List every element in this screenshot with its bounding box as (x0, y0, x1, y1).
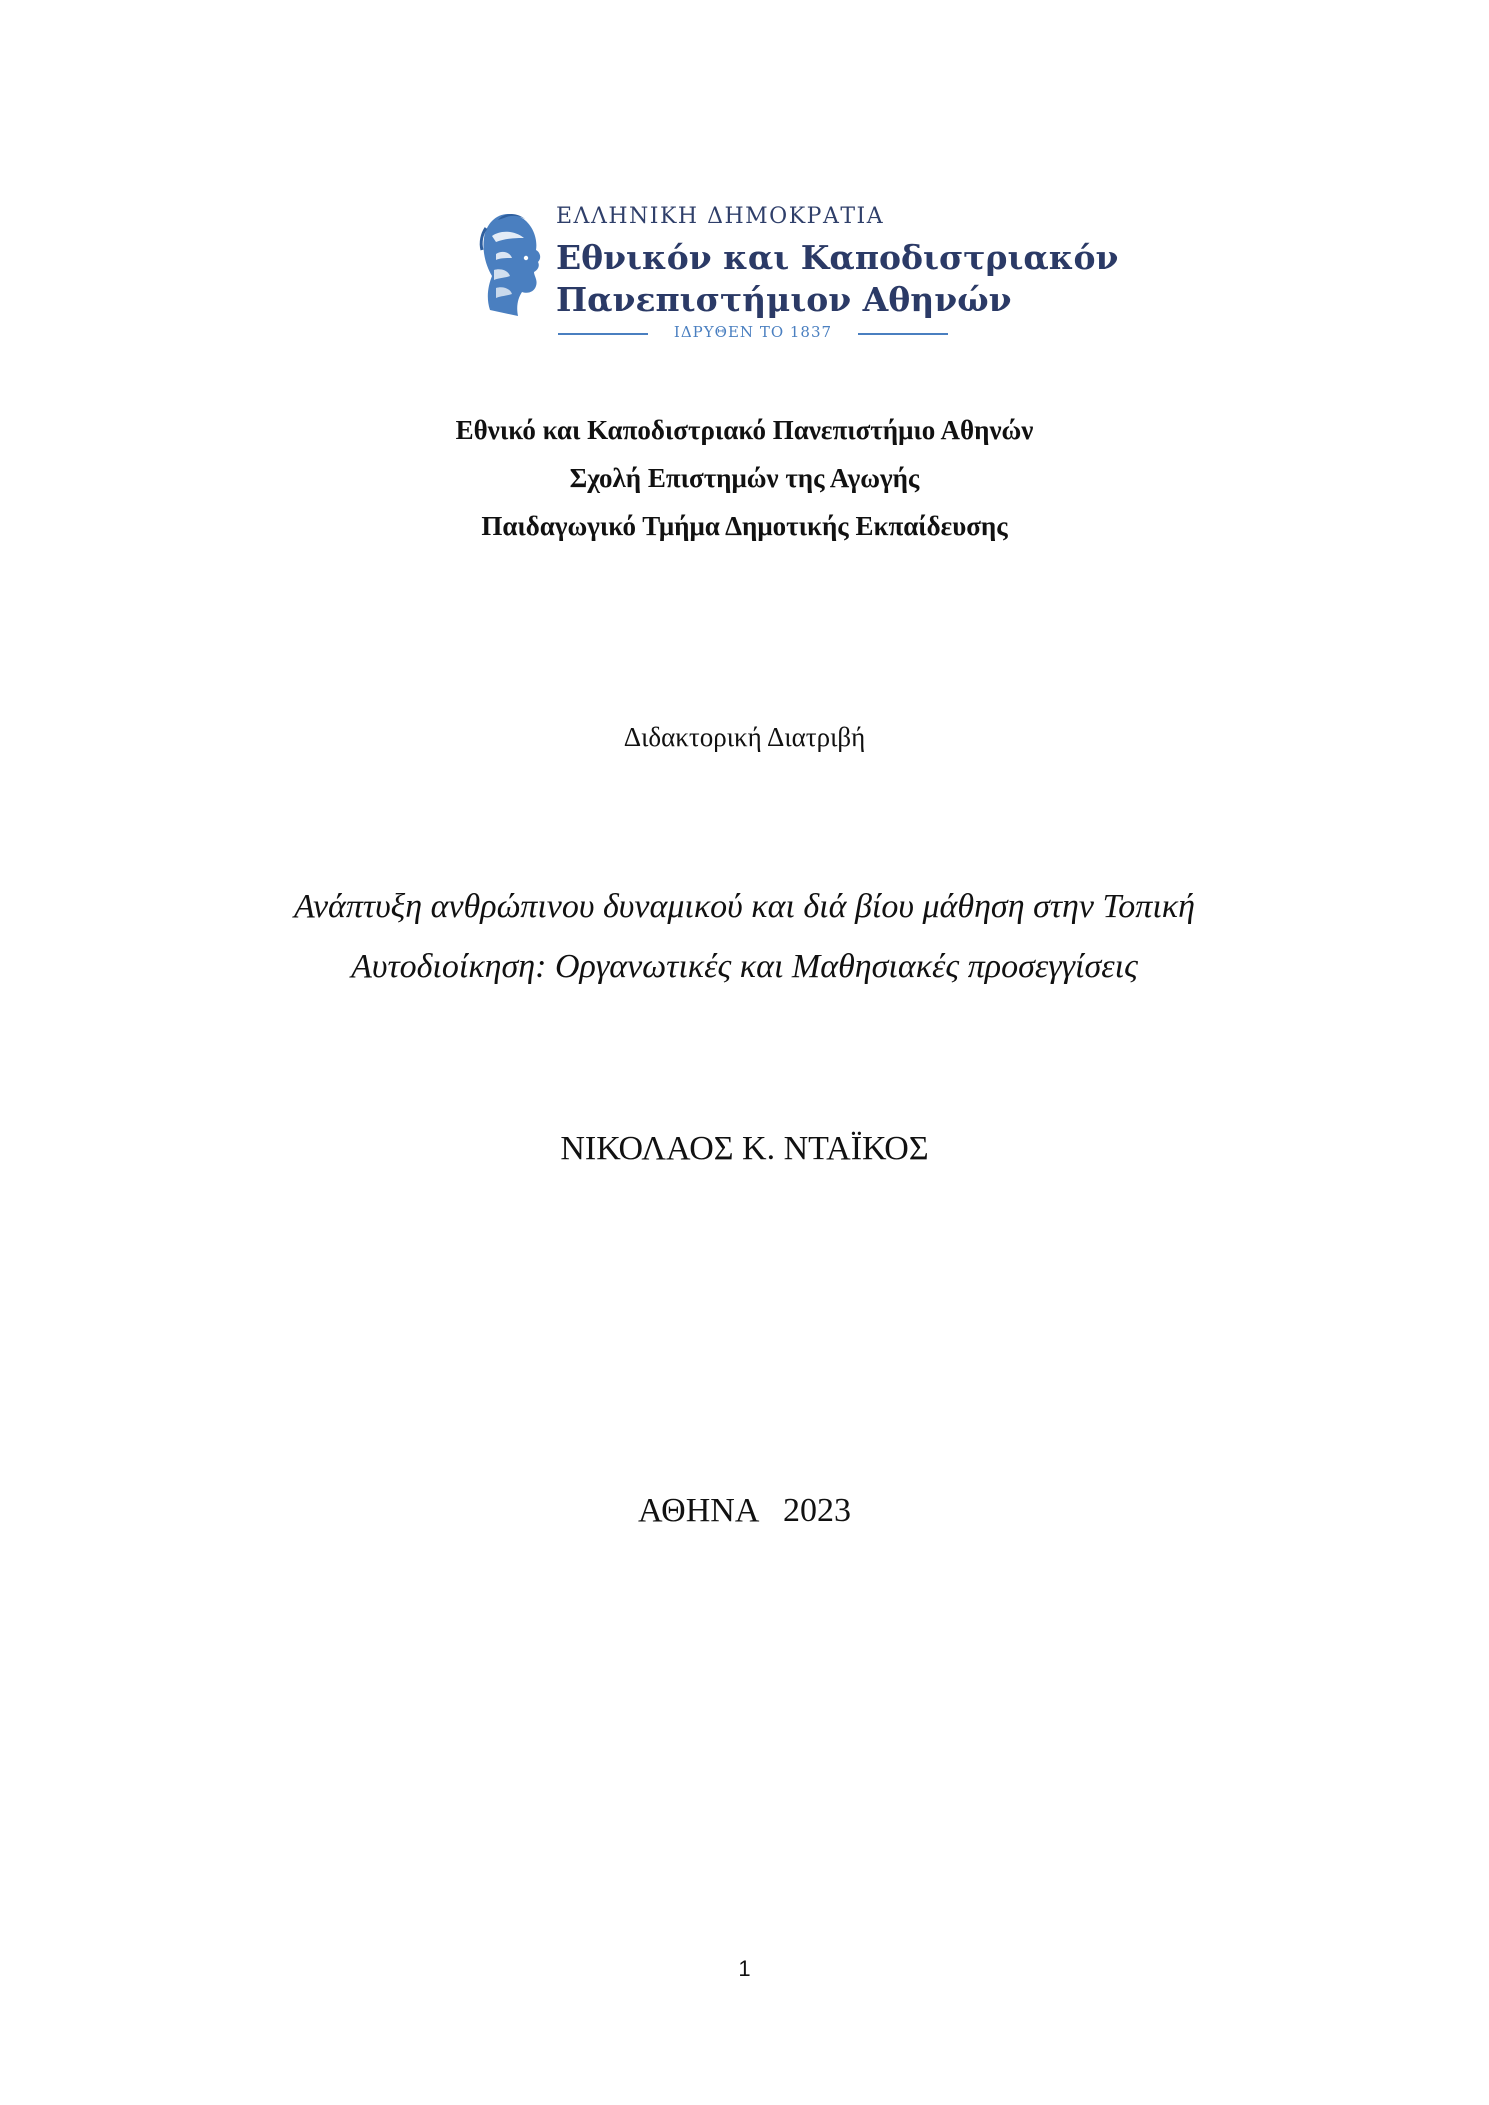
athena-head-emblem-icon (478, 208, 548, 320)
logo-university-name-line1: Εθνικόν και Καποδιστριακόν (556, 238, 1119, 277)
department-name: Παιδαγωγικό Τμήμα Δημοτικής Εκπαίδευσης (481, 511, 1008, 541)
thesis-title-line1: Ανάπτυξη ανθρώπινου δυναμικού και διά βίου μάθηση στην Τοπική (294, 888, 1195, 925)
school-name: Σχολή Επιστημών της Αγωγής (569, 463, 920, 493)
place-and-year: ΑΘΗΝΑ 2023 (638, 1492, 851, 1529)
logo-university-name-line2: Πανεπιστήμιον Αθηνών (556, 280, 1012, 319)
logo-founded-text: ΙΔΡΥΘΕΝ ΤΟ 1837 (673, 323, 833, 341)
logo-rule-right (858, 333, 948, 335)
university-name: Εθνικό και Καποδιστριακό Πανεπιστήμιο Αθηνών (455, 415, 1034, 445)
logo-founded-banner (558, 322, 948, 344)
university-logo (478, 204, 1119, 344)
page-number: 1 (738, 1956, 751, 1981)
author-name: ΝΙΚΟΛΑΟΣ Κ. ΝΤΑΪΚΟΣ (560, 1130, 929, 1167)
document-type: Διδακτορική Διατριβή (623, 722, 866, 752)
logo-republic-text: ΕΛΛΗΝΙΚΗ ΔΗΜΟΚΡΑΤΙΑ (556, 204, 885, 229)
thesis-title-line2: Αυτοδιοίκηση: Οργανωτικές και Μαθησιακές προσεγγίσεις (351, 948, 1138, 985)
